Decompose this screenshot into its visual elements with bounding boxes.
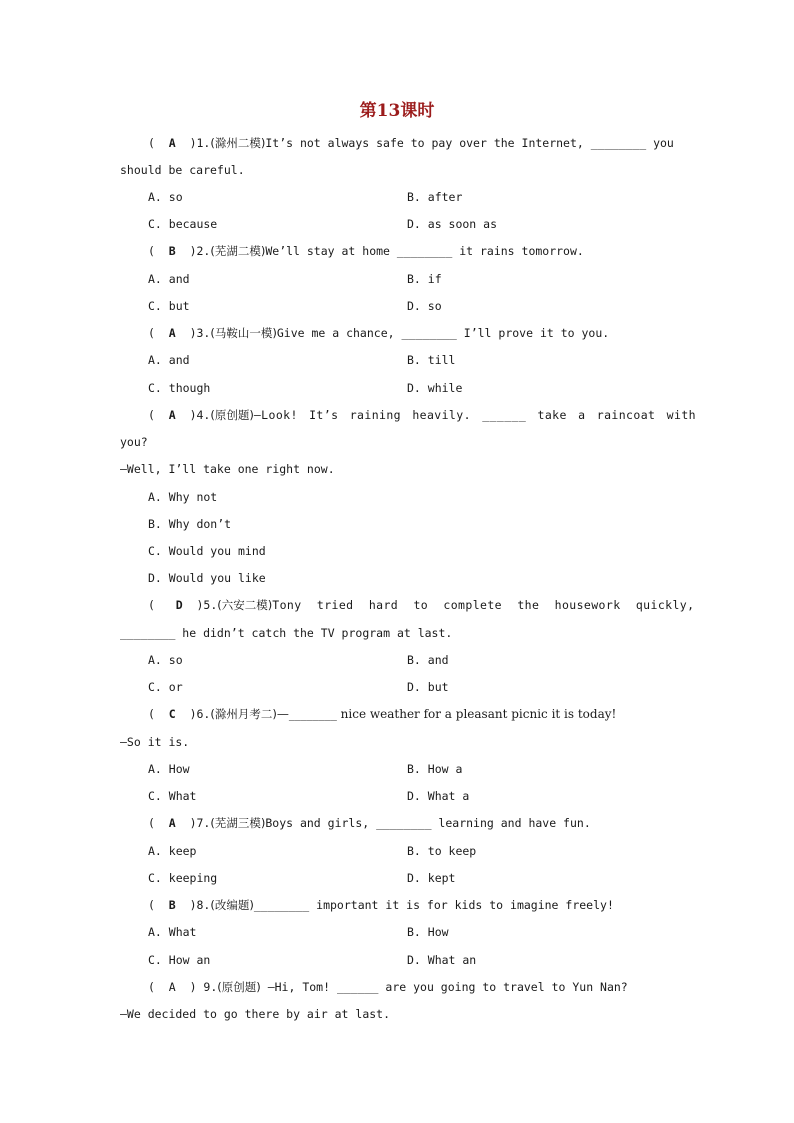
- question-source: (六安二模): [217, 598, 273, 612]
- page-title: 第13课时: [359, 101, 435, 121]
- question-number: 1.: [196, 136, 211, 150]
- question-stem: ________ important it is for kids to imagine freely!: [253, 898, 614, 912]
- option-1d: D. as soon as: [407, 217, 498, 231]
- option-2d: D. so: [407, 299, 442, 313]
- question-9-reply: —We decided to go there by air at last.: [120, 1007, 391, 1021]
- answer-9: A: [168, 980, 176, 994]
- question-1-continuation: should be careful.: [120, 163, 245, 177]
- question-7: ( A )7.(芜湖三模)Boys and girls, ________ learning and have fun.: [148, 816, 591, 830]
- question-number: 7.: [196, 816, 211, 830]
- option-7d: D. kept: [407, 871, 456, 885]
- option-2b: B. if: [407, 272, 442, 286]
- option-2a: A. and: [148, 272, 190, 286]
- question-source: (滁州月考二): [210, 707, 277, 721]
- question-stem: Boys and girls, ________ learning and have fun.: [265, 816, 591, 830]
- question-source: (马鞍山一模): [210, 326, 277, 340]
- answer-2: B: [168, 244, 176, 258]
- question-number: 2.: [196, 244, 211, 258]
- question-2: ( B )2.(芜湖二模)We’ll stay at home ________ it rains tomorrow.: [148, 244, 584, 258]
- question-9: ( A ) 9.(原创题) —Hi, Tom! ______ are you going to travel to Yun Nan?: [148, 980, 628, 994]
- question-4-continuation: you?: [120, 435, 148, 449]
- option-5a: A. so: [148, 653, 183, 667]
- question-3: ( A )3.(马鞍山一模)Give me a chance, ________ I’ll prove it to you.: [148, 326, 610, 340]
- answer-4: A: [168, 408, 176, 422]
- option-5d: D. but: [407, 680, 449, 694]
- option-6d: D. What a: [407, 789, 470, 803]
- option-7b: B. to keep: [407, 844, 477, 858]
- option-3c: C. though: [148, 381, 211, 395]
- question-number: 3.: [196, 326, 211, 340]
- question-source: (芜湖二模): [210, 244, 266, 258]
- option-4c: C. Would you mind: [148, 544, 266, 558]
- option-6b: B. How a: [407, 762, 463, 776]
- question-6-reply: —So it is.: [120, 735, 190, 749]
- question-source: (原创题): [210, 408, 254, 422]
- option-4d: D. Would you like: [148, 571, 266, 585]
- option-2c: C. but: [148, 299, 190, 313]
- option-4a: A. Why not: [148, 490, 218, 504]
- question-source: (芜湖三模): [210, 816, 266, 830]
- question-stem: —Look! It’s raining heavily. ______ take a raincoat with: [253, 408, 696, 422]
- question-stem: —Hi, Tom! ______ are you going to travel to Yun Nan?: [267, 980, 628, 994]
- option-3d: D. while: [407, 381, 463, 395]
- question-1: ( A )1.(滁州二模)It’s not always safe to pay over the Internet, ________ you: [148, 136, 674, 150]
- question-source: (原创题): [217, 980, 261, 994]
- answer-3: A: [168, 326, 176, 340]
- question-stem: It’s not always safe to pay over the Internet, ________ you: [265, 136, 674, 150]
- option-6a: A. How: [148, 762, 190, 776]
- question-source: (改编题): [210, 898, 254, 912]
- option-1c: C. because: [148, 217, 218, 231]
- option-8b: B. How: [407, 925, 449, 939]
- question-number: 4.: [196, 408, 211, 422]
- option-8a: A. What: [148, 925, 197, 939]
- question-number: 6.: [196, 707, 211, 721]
- question-6: ( C )6.(滁州月考二)—________ nice weather for a pleasant picnic it is today!: [148, 707, 617, 721]
- question-source: (滁州二模): [210, 136, 266, 150]
- option-3a: A. and: [148, 353, 190, 367]
- question-stem: —________ nice weather for a pleasant picnic it is today!: [276, 707, 617, 721]
- question-5-continuation: ________ he didn’t catch the TV program at last.: [120, 626, 453, 640]
- option-1a: A. so: [148, 190, 183, 204]
- question-stem: We’ll stay at home ________ it rains tomorrow.: [265, 244, 584, 258]
- question-5: ( D )5.(六安二模)Tony tried hard to complete the housework quickly,: [148, 598, 695, 612]
- question-number: 8.: [196, 898, 211, 912]
- question-number: 5.: [203, 598, 218, 612]
- question-4-reply: —Well, I’ll take one right now.: [120, 462, 335, 476]
- question-8: ( B )8.(改编题)________ important it is for kids to imagine freely!: [148, 898, 614, 912]
- option-7c: C. keeping: [148, 871, 218, 885]
- question-stem: Tony tried hard to complete the housework quickly,: [272, 598, 695, 612]
- answer-1: A: [168, 136, 176, 150]
- option-3b: B. till: [407, 353, 456, 367]
- answer-6: C: [168, 707, 176, 721]
- option-5b: B. and: [407, 653, 449, 667]
- question-4: ( A )4.(原创题)—Look! It’s raining heavily. ______ take a raincoat with: [148, 408, 696, 422]
- question-stem: Give me a chance, ________ I’ll prove it to you.: [276, 326, 610, 340]
- option-8c: C. How an: [148, 953, 211, 967]
- option-5c: C. or: [148, 680, 183, 694]
- option-1b: B. after: [407, 190, 463, 204]
- option-7a: A. keep: [148, 844, 197, 858]
- option-8d: D. What an: [407, 953, 477, 967]
- option-4b: B. Why don’t: [148, 517, 232, 531]
- option-6c: C. What: [148, 789, 197, 803]
- answer-8: B: [168, 898, 176, 912]
- answer-7: A: [168, 816, 176, 830]
- answer-5: D: [175, 598, 183, 612]
- question-number: 9.: [203, 980, 218, 994]
